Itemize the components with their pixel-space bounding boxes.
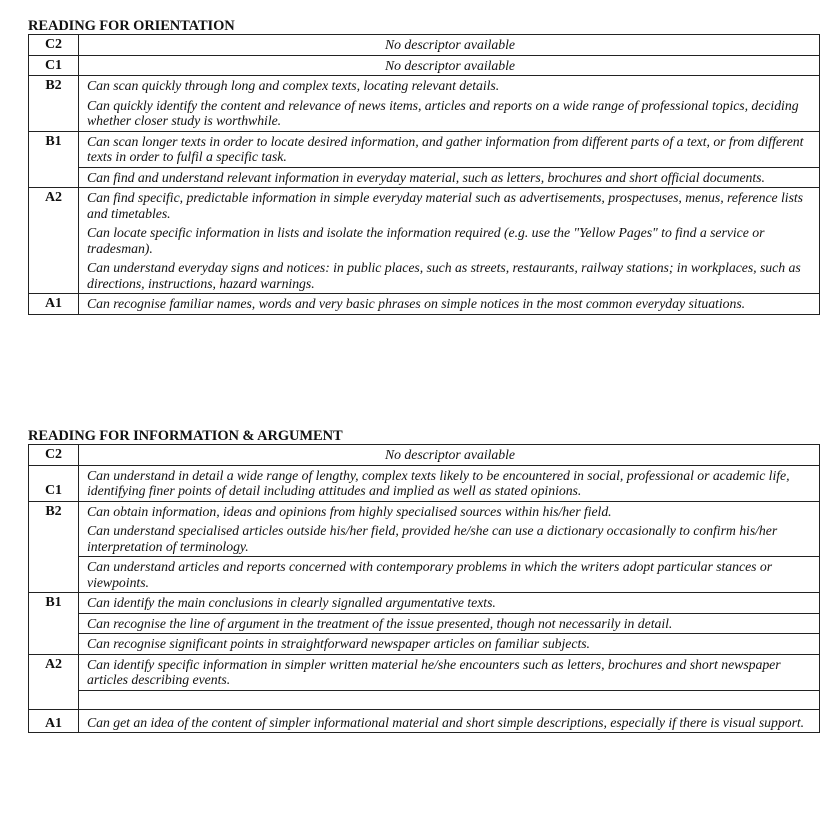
empty-descriptor	[79, 690, 819, 709]
level-label: B2	[29, 501, 79, 593]
table-row	[29, 709, 820, 733]
descriptor-text: Can recognise the line of argument in the treatment of the issue presented, though not necessarily in detail.	[79, 613, 819, 634]
descriptor-text: Can scan quickly through long and complex texts, locating relevant details.	[87, 78, 500, 93]
descriptor-text: Can scan longer texts in order to locate desired information, and gather information from different parts of a text, or from different texts in order to fulfil a specific task.	[87, 133, 804, 164]
table-row	[29, 76, 820, 132]
descriptor-text: Can get an idea of the content of simpler informational material and short simple descriptions, especially if there is visual support.	[87, 714, 805, 730]
descriptor-text: Can obtain information, ideas and opinions from highly specialised sources within his/her field.	[87, 503, 612, 519]
table-row	[29, 131, 820, 188]
descriptor-text: No descriptor available	[385, 37, 515, 52]
descriptor-text: No descriptor available	[385, 57, 515, 73]
descriptor-text: Can understand in detail a wide range of lengthy, complex texts likely to be encountered in social, professional or academic life, identifying finer points of detail including attitudes and implied as well as stated opinions.	[87, 467, 790, 498]
descriptor-text: Can identify the main conclusions in clearly signalled argumentative texts.	[87, 595, 496, 610]
level-label: A2	[29, 188, 79, 294]
table-row	[29, 654, 820, 709]
descriptor-text: Can find and understand relevant information in everyday material, such as letters, brochures and short official documents.	[79, 167, 819, 188]
descriptor-text: Can recognise significant points in straightforward newspaper articles on familiar subjects.	[79, 633, 819, 654]
descriptor-text: No descriptor available	[385, 447, 515, 462]
table-row	[29, 294, 820, 315]
table-row	[29, 501, 820, 593]
descriptor-text: Can understand everyday signs and notices: in public places, such as streets, restaurants, railway stations; in workplaces, such as directions, instructions, hazard warnings.	[87, 260, 801, 291]
descriptor-text: Can identify specific information in simpler written material he/she encounters such as letters, brochures and short newspaper articles describing events.	[87, 656, 781, 687]
descriptor-table	[28, 444, 820, 733]
descriptor-text: Can recognise familiar names, words and very basic phrases on simple notices in the most common everyday situations.	[87, 296, 746, 311]
level-label: A1	[29, 294, 79, 315]
level-label: C2	[29, 35, 79, 56]
descriptor-text: Can understand specialised articles outside his/her field, provided he/she can use a dictionary occasionally to confirm his/her interpretation of terminology.	[87, 523, 778, 554]
section-reading-for-information-argument	[28, 428, 820, 733]
descriptor-text: Can quickly identify the content and relevance of news items, articles and reports on a wide range of professional topics, deciding whether closer study is worthwhile.	[87, 97, 799, 128]
level-label: C1	[29, 55, 79, 76]
table-row	[29, 35, 820, 56]
level-label: A2	[29, 654, 79, 709]
descriptor-text: Can find specific, predictable information in simple everyday material such as advertisements, prospectuses, menus, reference lists and timetables.	[87, 190, 803, 221]
level-label: B1	[29, 131, 79, 188]
level-label: A1	[29, 709, 79, 733]
section-title: READING FOR INFORMATION & ARGUMENT	[28, 428, 343, 444]
table-row	[29, 465, 820, 501]
descriptor-text: Can understand articles and reports concerned with contemporary problems in which the writers adopt particular stances or viewpoints.	[79, 556, 819, 592]
table-row	[29, 593, 820, 655]
section-reading-for-orientation	[28, 18, 820, 315]
descriptor-text: Can locate specific information in lists and isolate the information required (e.g. use the "Yellow Pages" to find a service or tradesman).	[87, 225, 765, 256]
table-row	[29, 445, 820, 466]
section-title: READING FOR ORIENTATION	[28, 18, 235, 34]
level-label: B2	[29, 76, 79, 132]
descriptor-table	[28, 34, 820, 315]
level-label: B1	[29, 593, 79, 655]
level-label: C1	[29, 465, 79, 501]
table-row	[29, 55, 820, 76]
level-label: C2	[29, 445, 79, 466]
table-row	[29, 188, 820, 294]
